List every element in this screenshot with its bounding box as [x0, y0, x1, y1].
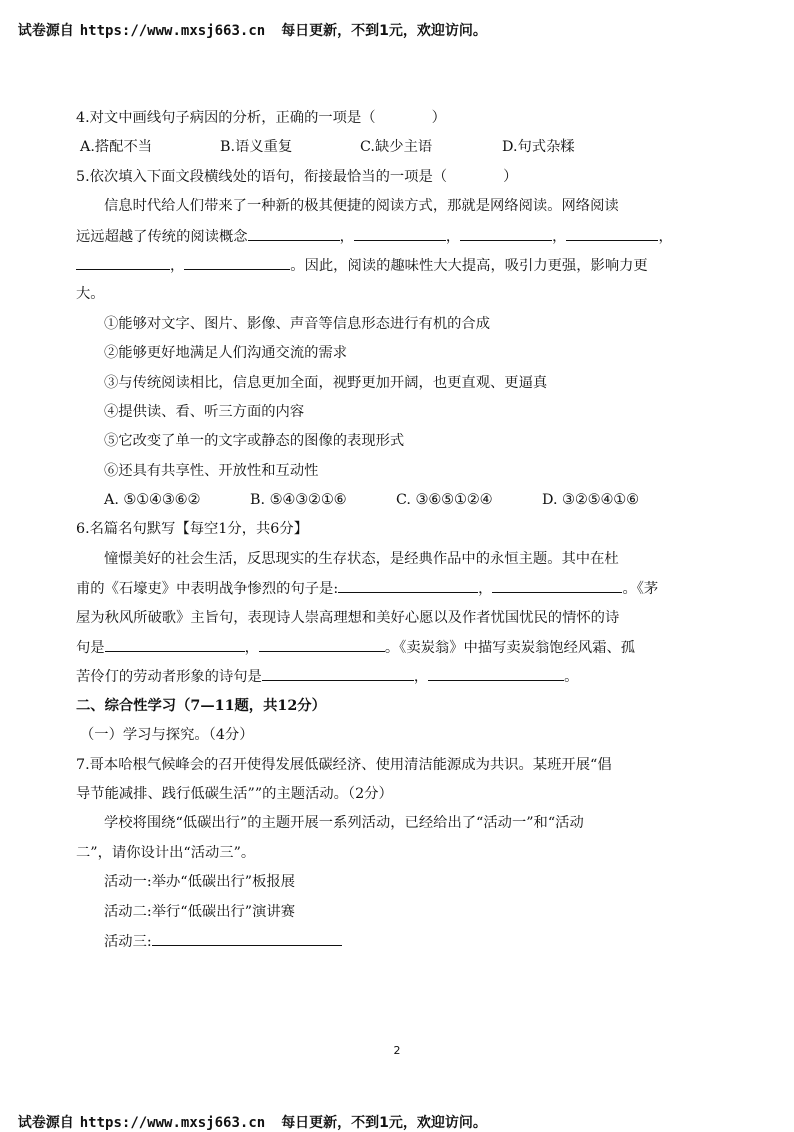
q4-options	[76, 133, 726, 162]
q6-blank-5[interactable]	[262, 662, 414, 681]
q4-option-a: A.搭配不当	[80, 139, 153, 156]
q5-blank-5[interactable]	[76, 251, 170, 270]
q5-blank-1[interactable]	[248, 222, 340, 241]
header-url[interactable]: https://www.mxsj663.cn	[79, 23, 266, 39]
q5-item-4: ④提供读、看、听三方面的内容	[104, 403, 305, 420]
footer-note: 每日更新，不到1元，欢迎访问。	[281, 1115, 487, 1131]
q5-blank-6[interactable]	[184, 251, 290, 270]
q6-line-3: 屋为秋风所破歌》主旨句，表现诗人崇高理想和美好心愿以及作者忧国忧民的情怀的诗	[76, 609, 620, 626]
q7-line-1: 7.哥本哈根气候峰会的召开使得发展低碳经济、使用清洁能源成为共识。某班开展“倡	[76, 756, 612, 773]
q5-blank-2[interactable]	[354, 222, 446, 241]
q6-blank-2[interactable]	[492, 574, 622, 593]
q7-line-2: 导节能减排、践行低碳生活””的主题活动。（2分）	[76, 785, 393, 802]
q6-blank-4[interactable]	[259, 633, 385, 652]
q5-item-6: ⑥还具有共享性、开放性和互动性	[104, 462, 319, 479]
q5-option-a: A. ⑤①④③⑥②	[104, 492, 201, 509]
q5-stem: 5.依次填入下面文段横线处的语句，衔接最恰当的一项是（ ）	[76, 168, 518, 185]
q5-option-d: D. ③②⑤④①⑥	[542, 492, 639, 509]
header-note: 每日更新，不到1元，欢迎访问。	[281, 23, 487, 39]
q6-blank-3[interactable]	[105, 633, 245, 652]
q6-line-4: 句是 ， 。《卖炭翁》中描写卖炭翁饱经风霜、孤	[76, 633, 726, 662]
q6-line-1: 憧憬美好的社会生活，反思现实的生存状态，是经典作品中的永恒主题。其中在杜	[104, 550, 619, 567]
q6-blank-1[interactable]	[338, 574, 478, 593]
q5-passage-line-1: 信息时代给人们带来了一种新的极其便捷的阅读方式，那就是网络阅读。网络阅读	[104, 198, 619, 215]
page-header	[8, 4, 487, 40]
q7-line-3: 学校将围绕“低碳出行”的主题开展一系列活动，已经给出了“活动一”和“活动	[104, 815, 584, 832]
q5-item-2: ②能够更好地满足人们沟通交流的需求	[104, 345, 348, 362]
q4-option-c: C.缺少主语	[360, 139, 433, 156]
q5-blank-4[interactable]	[566, 222, 658, 241]
q6-line-5: 苦伶仃的劳动者形象的诗句是 ， 。	[76, 662, 726, 691]
q5-item-3: ③与传统阅读相比，信息更加全面，视野更加开阔，也更直观、更逼真	[104, 374, 548, 391]
section-2-title: 二、综合性学习（7—11题，共12分）	[76, 697, 326, 714]
q6-title: 6.名篇名句默写【每空1分，共6分】	[76, 521, 308, 538]
page-number: 2	[393, 1044, 401, 1057]
q4-stem: 4.对文中画线句子病因的分析，正确的一项是（ ）	[76, 110, 446, 126]
q5-option-c: C. ③⑥⑤①②④	[396, 492, 493, 509]
q5-passage-line-4: 大。	[76, 286, 105, 303]
exam-content	[76, 104, 726, 956]
q5-option-b: B. ⑤④③②①⑥	[250, 492, 347, 509]
q7-activity-2: 活动二:举行“低碳出行”演讲赛	[104, 903, 295, 920]
q5-item-1: ①能够对文字、图片、影像、声音等信息形态进行有机的合成	[104, 315, 491, 332]
page-footer	[8, 1096, 487, 1132]
q6-blank-6[interactable]	[428, 662, 564, 681]
footer-source: 试卷源自	[17, 1115, 74, 1131]
q5-passage-line-2: 远远超越了传统的阅读概念 ， ， ， ，	[76, 222, 726, 251]
q7-activity-1: 活动一:举办“低碳出行”板报展	[104, 874, 295, 891]
q5-blank-3[interactable]	[460, 222, 552, 241]
q7-line-4: 二”，请你设计出“活动三”。	[76, 844, 256, 861]
q4-option-b: B.语义重复	[220, 139, 293, 156]
footer-url[interactable]: https://www.mxsj663.cn	[79, 1115, 266, 1131]
q5-options	[76, 486, 726, 515]
q5-passage-line-3: ， 。因此，阅读的趣味性大大提高，吸引力更强，影响力更	[76, 251, 726, 280]
section-2-subtitle: （一）学习与探究。（4分）	[80, 727, 254, 744]
q7-activity-3-blank[interactable]	[152, 927, 342, 946]
q4-option-d: D.句式杂糅	[502, 139, 575, 156]
header-source: 试卷源自	[17, 23, 74, 39]
q7-activity-3: 活动三:	[76, 927, 726, 956]
q5-item-5: ⑤它改变了单一的文字或静态的图像的表现形式	[104, 433, 405, 450]
q6-line-2: 甫的《石壕吏》中表明战争惨烈的句子是: ， 。《茅	[76, 574, 726, 603]
